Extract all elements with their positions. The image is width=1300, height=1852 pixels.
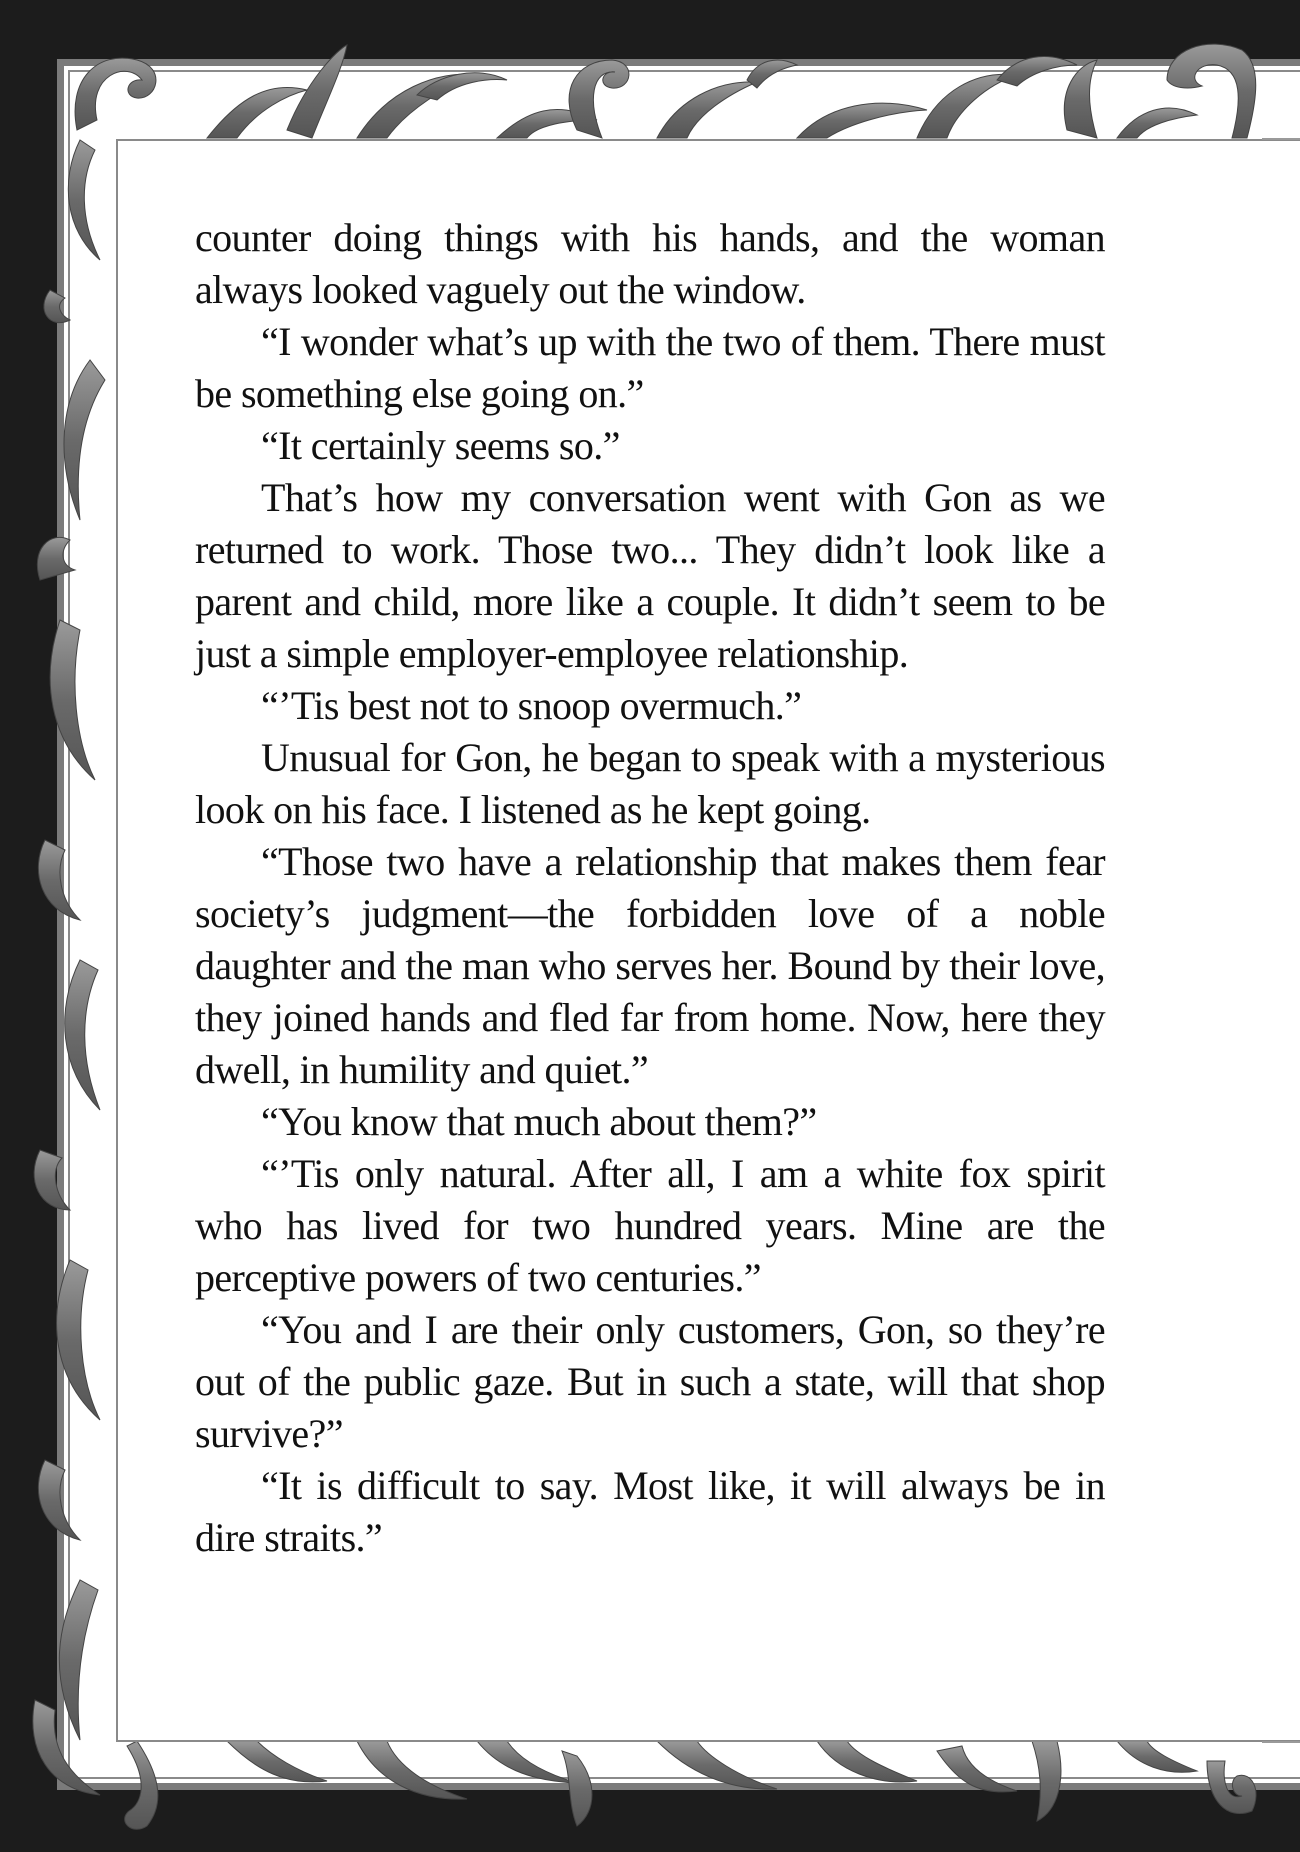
ornament-scroll-icon: [57, 20, 1262, 140]
paragraph: Unusual for Gon, he began to speak with a mysterious look on his face. I listened as he kept going.: [195, 735, 1105, 832]
frame-line-right-bottom: [1262, 1741, 1300, 1743]
top-ornament-border: [57, 20, 1262, 140]
ornament-scroll-icon: [57, 1741, 1262, 1841]
paragraph: “It certainly seems so.”: [261, 423, 620, 468]
left-ornament-border: [20, 60, 118, 1800]
paragraph: “Those two have a relationship that makes them fear society’s judgment—the forbidden love of a noble daughter and the man who serves her. Bound by their love, they joined hands and fled far from home. Now, here they dwell, in humility and quiet.”: [195, 839, 1105, 1092]
paragraph: “It is difficult to say. Most like, it will always be in dire straits.”: [195, 1463, 1105, 1560]
body-text: [195, 212, 1105, 1564]
paragraph: “’Tis best not to snoop overmuch.”: [261, 683, 802, 728]
paragraph: “’Tis only natural. After all, I am a white fox spirit who has lived for two hundred years. Mine are the perceptive powers of two centuries.”: [195, 1151, 1105, 1300]
paragraph: “I wonder what’s up with the two of them. There must be something else going on.”: [195, 319, 1105, 416]
paragraph: counter doing things with his hands, and the woman always looked vaguely out the window.: [195, 215, 1105, 312]
frame-line-right-top: [1262, 138, 1300, 140]
paragraph: “You and I are their only customers, Gon, so they’re out of the public gaze. But in such a state, will that shop survive?”: [195, 1307, 1105, 1456]
ornament-scroll-icon: [20, 60, 118, 1800]
paragraph: That’s how my conversation went with Gon as we returned to work. Those two... They didn’t look like a parent and child, more like a couple. It didn’t seem to be just a simple employer-employee relationship.: [195, 475, 1105, 676]
paragraph: “You know that much about them?”: [261, 1099, 817, 1144]
bottom-ornament-border: [57, 1741, 1262, 1841]
